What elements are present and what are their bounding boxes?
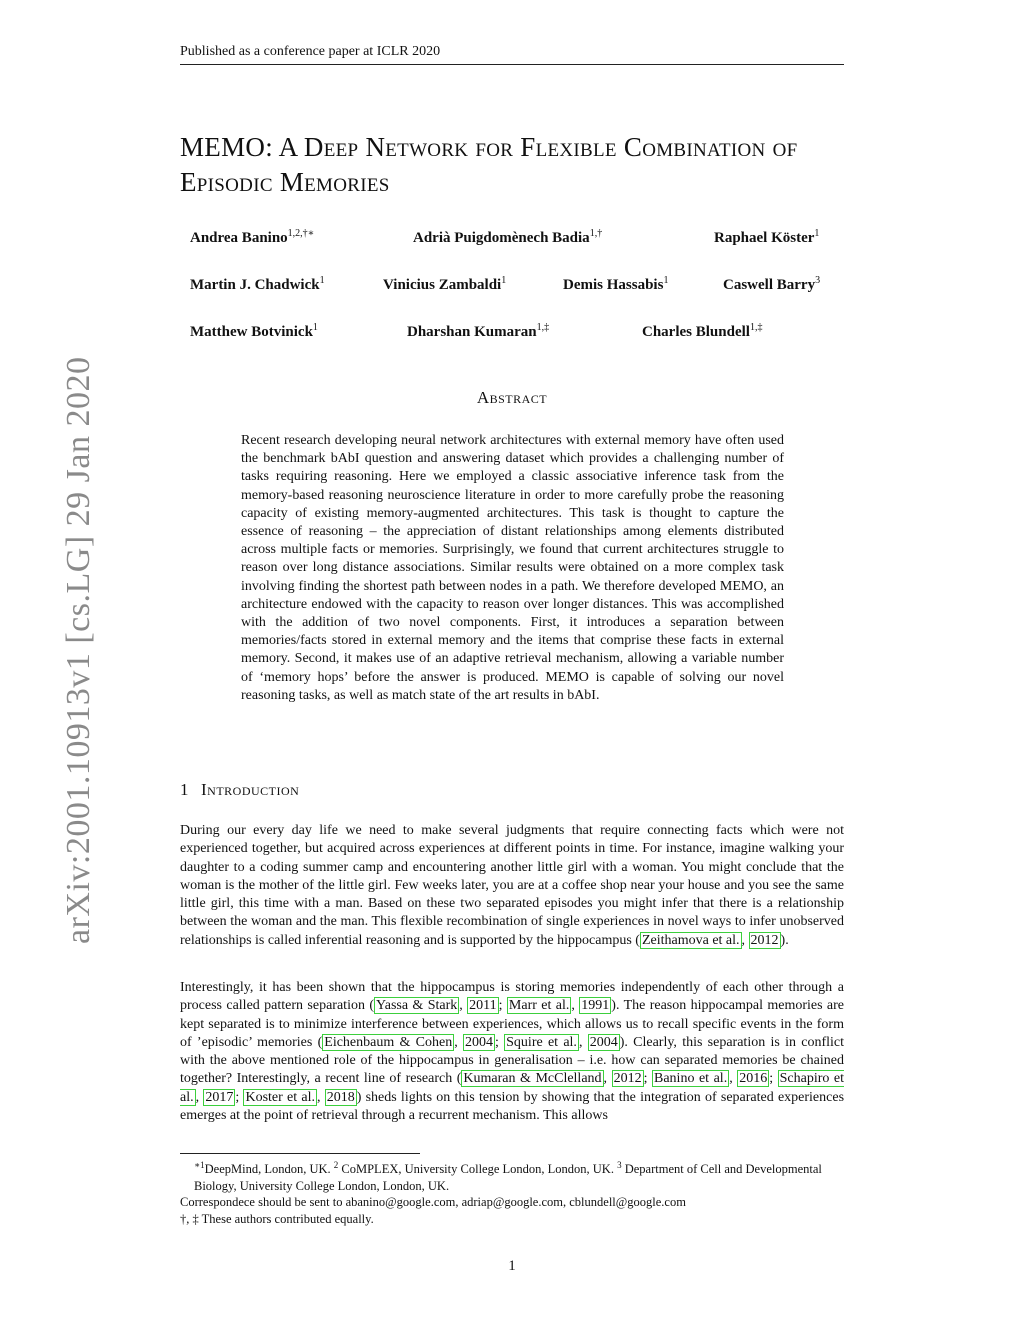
citation-link[interactable]: 2016 xyxy=(739,1071,768,1087)
equal-contribution-footnote: †, ‡ These authors contributed equally. xyxy=(180,1211,374,1226)
abstract-text: Recent research developing neural network architectures with external memory have often used the benchmark bAbI question and answering dataset which provides a challenging number of tasks requiring reasoning. Here we employed a classic associative inference task from the memory-based reasoning neuroscience literature in order to more carefully probe the reasoning capacity of existing memory-augmented architectures. This task is thought to capture the essence of reasoning – the appreciation of distant relationships among elements distributed across multiple facts or memories. Surprisingly, we found that current architectures struggle to reason over long distance associations. Similar results were obtained on a more complex task involving finding the shortest path between nodes in a path. We therefore developed MEMO, an architecture endowed with the capacity to reason over longer distances. This was accomplished with the addition of two novel components. First, it introduces a separation between memories/facts stored in external memory and the items that comprise these facts in external memory. Second, it makes use of an adaptive retrieval mechanism, allowing a variable number of ‘memory hops’ before the answer is produced. MEMO is capable of solving our novel reasoning tasks, as well as match state of the art results in bAbI. xyxy=(241,433,784,703)
author: Matthew Botvinick$^1$ xyxy=(190,322,318,340)
intro-paragraph-1: During our every day life we need to make several judgments that require connecting facts which were not experienced together, but acquired across experiences at different points in time. For instance, imagine walking your daughter to a coding summer camp and encountering another little girl with a woman. You might conclude that the woman is the mother of the little girl. Few weeks later, you are at a coffee shop near your house and you see the same little girl, this time with a man. Based on these two separated episodes you might infer that there is a relationship between the woman and the man. This flexible recombination of single experiences in novel ways to infer unobserved relationships is called inferential reasoning and is supported by the hippocampus ( Zeithamova et al. , 2012 ). xyxy=(180,823,844,948)
paper-title: MEMO: A Deep Network for Flexible Combination of Episodic Memories xyxy=(180,132,798,197)
author: Vinicius Zambaldi$^1$ xyxy=(383,275,507,293)
citation-link[interactable]: 2004 xyxy=(589,1034,618,1050)
author: Demis Hassabis$^1$ xyxy=(563,275,669,293)
author: Charles Blundell$^{1,\ddagger}$ xyxy=(642,322,763,340)
author: Caswell Barry$^3$ xyxy=(723,275,821,293)
author: Andrea Banino$^{1,2,\dagger∗}$ xyxy=(190,228,315,246)
intro-paragraph-2: Interestingly, it has been shown that the hippocampus is storing memories independently of each other through a process called pattern separation ( Yassa & Stark , 2011 ; Marr et al. , 1991 ). The reason hippocampal memories are kept separated is to minimize interference between experiences, which allows us to recall specific events in the form of ’episodic’ memories ( Eichenbaum & Cohen , 2004 ; Squire et al. , 2004 ). Clearly, this separation is in conflict with the above mentioned role of the hippocampus in generalisation – i.e. how can separated memories be chained together? Interestingly, a recent line of research ( Kumaran & McClelland , 2012 ; Banino et al. , 2016 ; Schapiro et al. , 2017 ; Koster et al. , 2018 ) sheds lights on this tension by showing that the integration of separated experiences emerges at the point of retrieval through a recurrent mechanism. This allows xyxy=(180,980,845,1124)
citation-link[interactable]: 2004 xyxy=(464,1034,493,1050)
author: Dharshan Kumaran$^{1,\ddagger}$ xyxy=(407,322,550,340)
author: Adrià Puigdomènech Badia$^{1,\dagger}$ xyxy=(413,228,603,246)
citation-link[interactable]: 2012 xyxy=(750,932,779,948)
running-header: Published as a conference paper at ICLR 2020 xyxy=(180,44,844,65)
section-heading xyxy=(180,780,299,800)
footnotes xyxy=(180,1157,844,1227)
citation-link[interactable]: Koster et al. xyxy=(245,1089,315,1105)
author: Martin J. Chadwick$^1$ xyxy=(190,275,325,293)
citation-link[interactable]: 2017 xyxy=(205,1089,234,1105)
author: Raphael Köster$^1$ xyxy=(714,228,820,246)
page-number: 1 xyxy=(508,1258,516,1274)
citation-link[interactable]: Banino et al. xyxy=(654,1071,728,1087)
citation-link[interactable]: 2018 xyxy=(326,1089,355,1105)
citation-link[interactable]: Yassa & Stark xyxy=(376,998,458,1014)
arxiv-stamp[interactable]: arXiv:2001.10913v1 [cs.LG] 29 Jan 2020 xyxy=(60,356,97,944)
abstract-heading: Abstract xyxy=(476,388,548,407)
citation-link[interactable]: 2011 xyxy=(469,998,497,1014)
citation-link[interactable]: Marr et al. xyxy=(508,998,570,1014)
citation-link[interactable]: Eichenbaum & Cohen xyxy=(324,1034,453,1050)
citation-link[interactable]: Schapiro et al. xyxy=(180,1071,845,1105)
affiliations-footnote: $^{∗1}$DeepMind, London, UK. $^2$ CoMPLEX, University College London, London, UK. $^3$ Department of Cell and Developmental Biology, University College London, London, UK. xyxy=(194,1160,822,1193)
citation-link[interactable]: 1991 xyxy=(581,998,610,1014)
citation-link[interactable]: Zeithamova et al. xyxy=(641,932,740,948)
correspondence-footnote: Correspondece should be sent to abanino@google.com, adriap@google.com, cblundell@google.com xyxy=(180,1195,686,1210)
section-title: Introduction xyxy=(201,780,300,799)
footnote-rule xyxy=(180,1153,420,1154)
citation-link[interactable]: Squire et al. xyxy=(506,1034,577,1050)
citation-link[interactable]: Kumaran & McClelland xyxy=(463,1071,602,1087)
citation-link[interactable]: 2012 xyxy=(613,1071,642,1087)
section-number: 1 xyxy=(180,780,189,799)
